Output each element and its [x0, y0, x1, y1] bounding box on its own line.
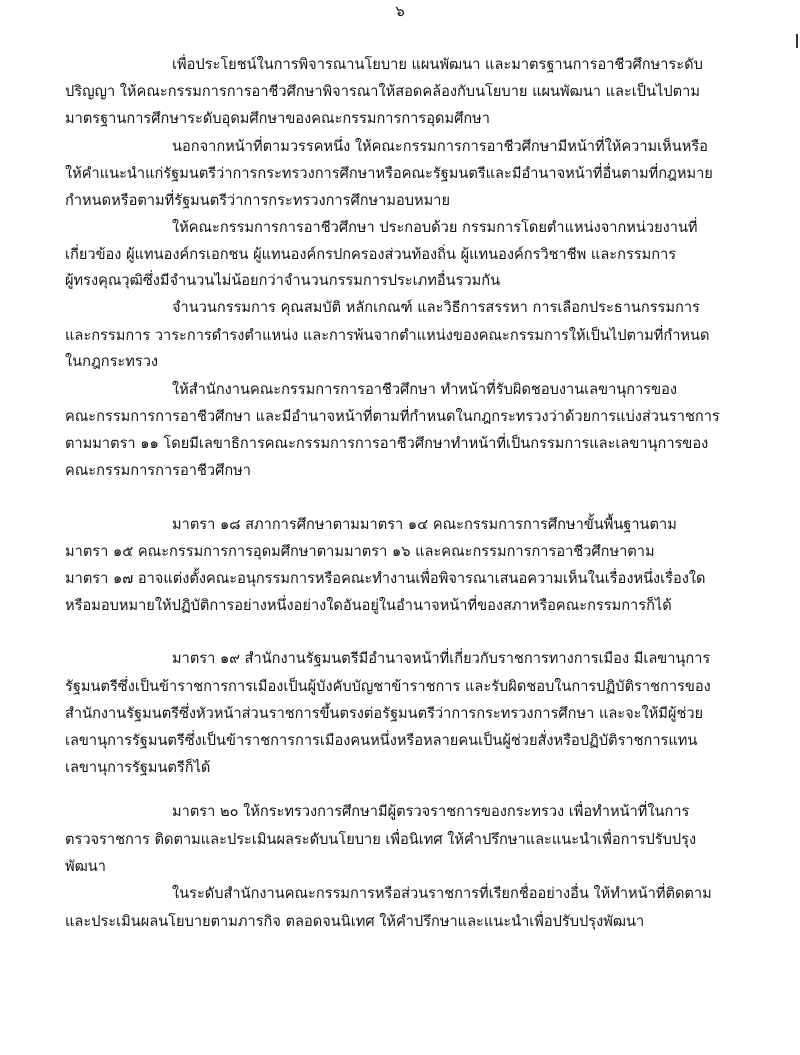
section-19-heading-line: มาตรา ๑๙ สำนักงานรัฐมนตรีมีอำนาจหน้าที่เกี่ยวกับราชการทางการเมือง มีเลขานุการ [172, 650, 711, 667]
text-line: ตรวจราชการ ติดตามและประเมินผลระดับนโยบาย เพื่อนิเทศ ให้คำปรึกษาและแนะนำเพื่อการปรับปรุง [65, 831, 697, 848]
text-line: ในระดับสำนักงานคณะกรรมการหรือส่วนราชการที่เรียกชื่ออย่างอื่น ให้ทำหน้าที่ติดตาม [172, 885, 712, 902]
text-line: และประเมินผลนโยบายตามภารกิจ ตลอดจนนิเทศ ให้คำปรึกษาและแนะนำเพื่อปรับปรุงพัฒนา [65, 913, 645, 930]
text-line: รัฐมนตรีซึ่งเป็นข้าราชการการเมืองเป็นผู้บังคับบัญชาข้าราชการ และรับผิดชอบในการปฏิบัติราชการของ [65, 678, 711, 695]
text-line: ให้คำแนะนำแก่รัฐมนตรีว่าการกระทรวงการศึกษาหรือคณะรัฐมนตรีและมีอำนาจหน้าที่อื่นตามที่กฎหมาย [65, 165, 713, 182]
text-line: ให้คณะกรรมการการอาชีวศึกษา ประกอบด้วย กรรมการโดยตำแหน่งจากหน่วยงานที่ [172, 219, 698, 236]
text-line: เลขานุการรัฐมนตรีซึ่งเป็นข้าราชการการเมืองคนหนึ่งหรือหลายคนเป็นผู้ช่วยสั่งหรือปฏิบัติราชการแทน [65, 732, 698, 749]
text-line: และกรรมการ วาระการดำรงตำแหน่ง และการพ้นจากตำแหน่งของคณะกรรมการให้เป็นไปตามที่กำหนด [65, 327, 710, 344]
text-line: จำนวนกรรมการ คุณสมบัติ หลักเกณฑ์ และวิธีการสรรหา การเลือกประธานกรรมการ [172, 299, 700, 316]
text-line: ในกฎกระทรวง [65, 353, 159, 370]
text-line: พัฒนา [65, 858, 106, 875]
text-line: เลขานุการรัฐมนตรีก็ได้ [65, 759, 211, 776]
text-line: นอกจากหน้าที่ตามวรรคหนึ่ง ให้คณะกรรมการการอาชีวศึกษามีหน้าที่ให้ความเห็นหรือ [172, 138, 708, 155]
text-line: สำนักงานรัฐมนตรีซึ่งหัวหน้าส่วนราชการขึ้นตรงต่อรัฐมนตรีว่าการกระทรวงการศึกษา และจะให้มีผู้ช่วย [65, 705, 704, 722]
text-line: ผู้ทรงคุณวุฒิซึ่งมีจำนวนไม่น้อยกว่าจำนวนกรรมการประเภทอื่นรวมกัน [65, 272, 501, 289]
text-line: ตามมาตรา ๑๑ โดยมีเลขาธิการคณะกรรมการการอาชีวศึกษาทำหน้าที่เป็นกรรมการและเลขานุการของ [65, 435, 709, 452]
text-line: ปริญญา ให้คณะกรรมการการอาชีวศึกษาพิจารณาให้สอดคล้องกับนโยบาย แผนพัฒนา และเป็นไปตาม [65, 83, 700, 100]
text-line: กำหนดหรือตามที่รัฐมนตรีว่าการกระทรวงการศึกษามอบหมาย [65, 192, 451, 209]
scan-edge-mark [796, 34, 798, 48]
text-line: มาตรฐานการศึกษาระดับอุดมศึกษาของคณะกรรมการการอุดมศึกษา [65, 110, 490, 127]
text-line: มาตรา ๑๗ อาจแต่งตั้งคณะอนุกรรมการหรือคณะทำงานเพื่อพิจารณาเสนอความเห็นในเรื่องหนึ่งเรื่องใด [65, 570, 706, 587]
text-line: ให้สำนักงานคณะกรรมการการอาชีวศึกษา ทำหน้าที่รับผิดชอบงานเลขานุการของ [172, 381, 677, 398]
text-line: มาตรา ๑๕ คณะกรรมการการอุดมศึกษาตามมาตรา ๑๖ และคณะกรรมการการอาชีวศึกษาตาม [65, 543, 655, 560]
text-line: เพื่อประโยชน์ในการพิจารณานโยบาย แผนพัฒนา และมาตรฐานการอาชีวศึกษาระดับ [172, 56, 703, 73]
text-line: เกี่ยวข้อง ผู้แทนองค์กรเอกชน ผู้แทนองค์กรปกครองส่วนท้องถิ่น ผู้แทนองค์กรวิชาชีพ และกรรมการ [65, 246, 677, 263]
text-line: คณะกรรมการการอาชีวศึกษา และมีอำนาจหน้าที่ตามที่กำหนดในกฎกระทรวงว่าด้วยการแบ่งส่วนราชการ [65, 408, 720, 425]
section-18-heading-line: มาตรา ๑๘ สภาการศึกษาตามมาตรา ๑๔ คณะกรรมการการศึกษาขั้นพื้นฐานตาม [172, 516, 677, 533]
section-20-heading-line: มาตรา ๒๐ ให้กระทรวงการศึกษามีผู้ตรวจราชการของกระทรวง เพื่อทำหน้าที่ในการ [172, 803, 690, 820]
page-number: ๖ [395, 2, 405, 20]
text-line: คณะกรรมการการอาชีวศึกษา [65, 462, 251, 479]
text-line: หรือมอบหมายให้ปฏิบัติการอย่างหนึ่งอย่างใดอันอยู่ในอำนาจหน้าที่ของสภาหรือคณะกรรมการก็ได้ [65, 597, 672, 614]
